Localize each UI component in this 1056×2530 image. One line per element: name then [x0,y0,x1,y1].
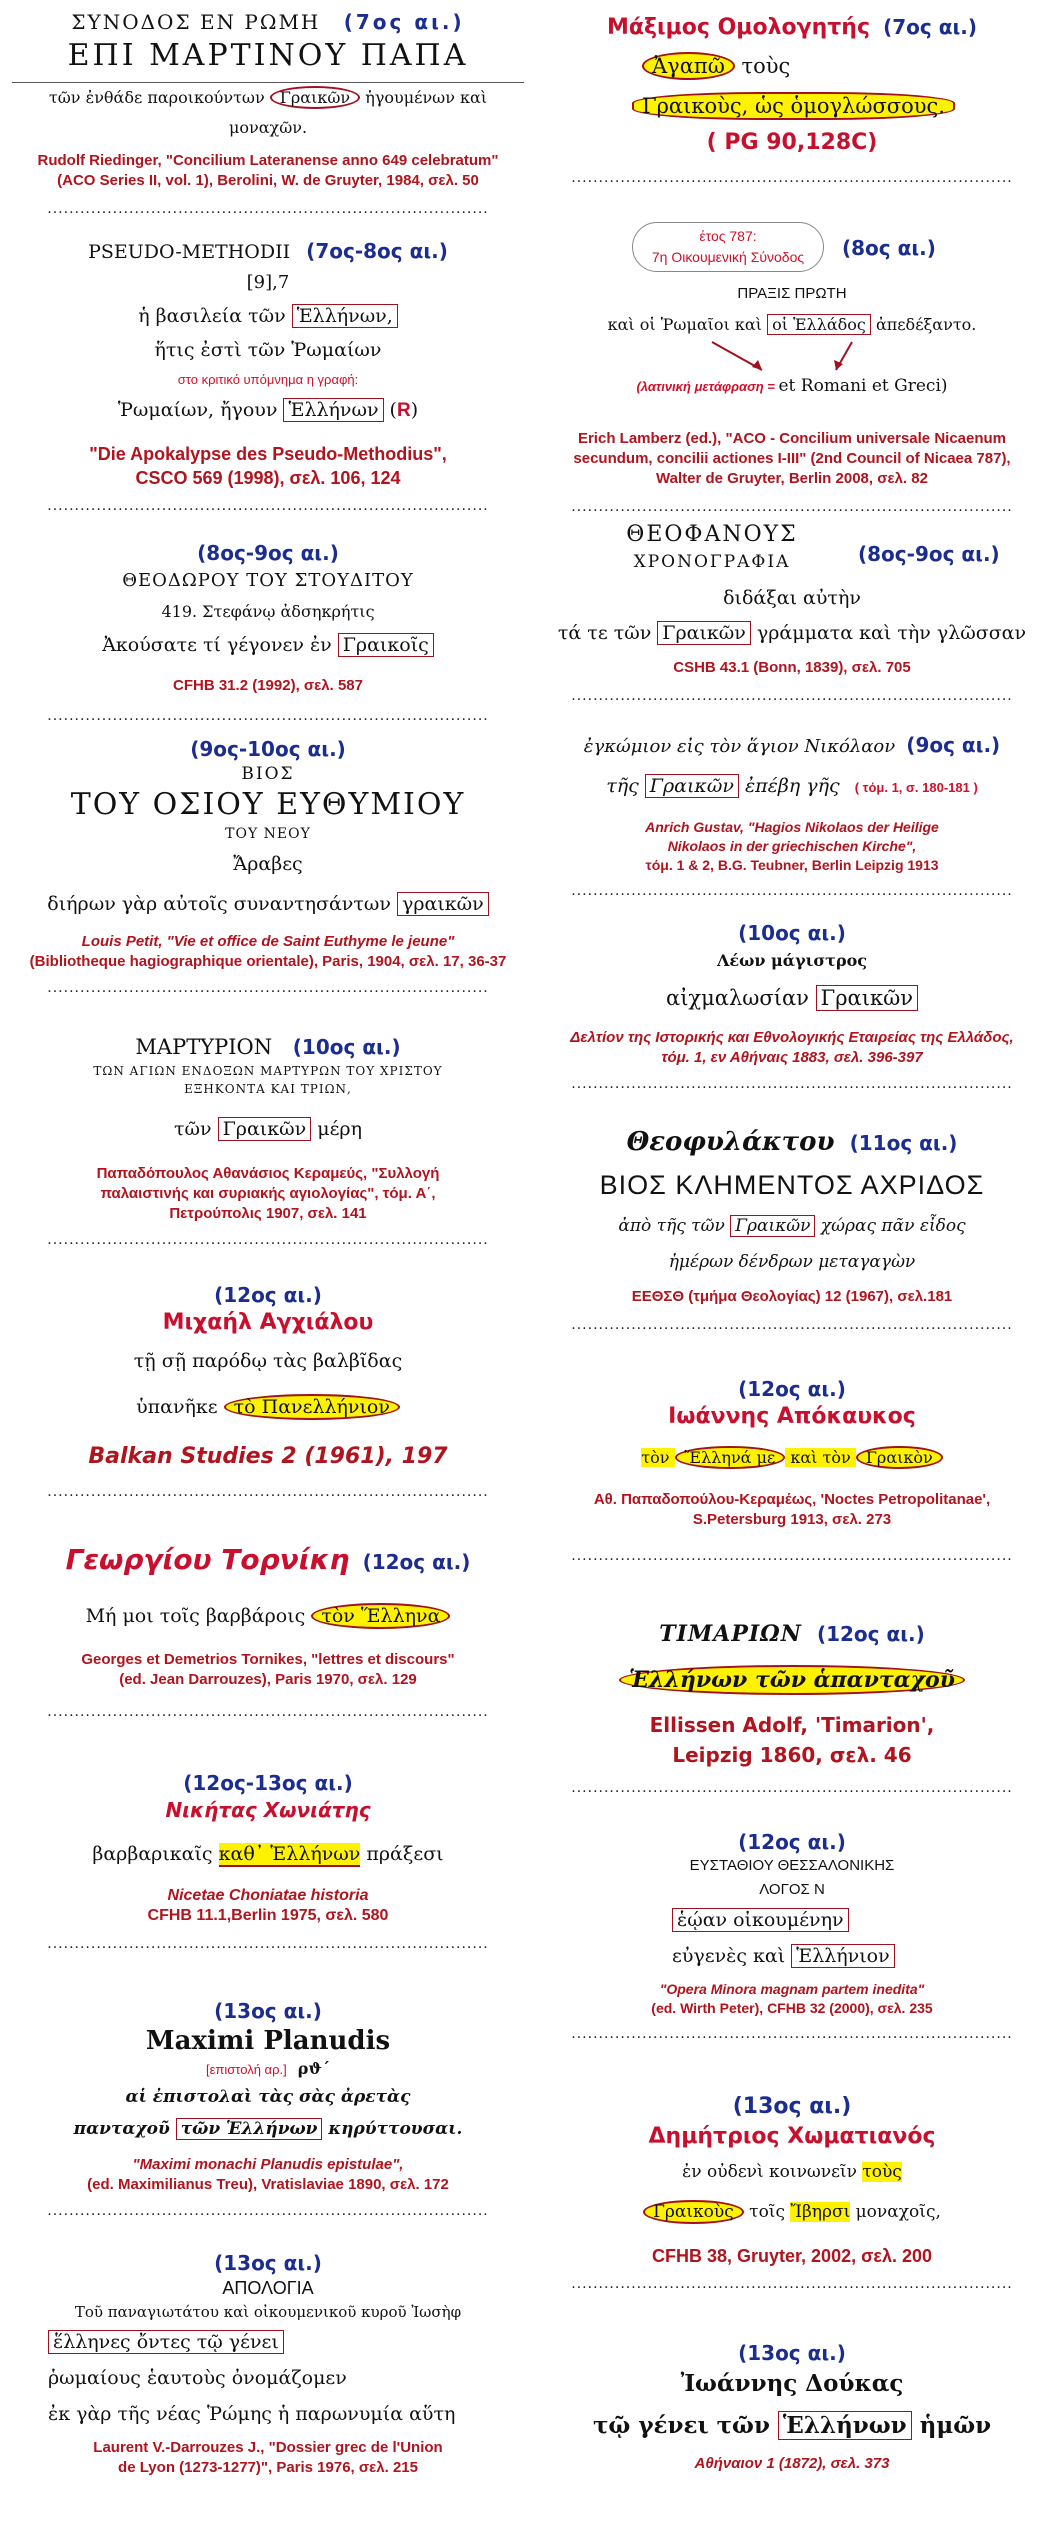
reference: Balkan Studies 2 (1961), 197 [88,1444,448,1469]
separator-dots: ................................................................................. [47,1484,489,1500]
marked-word: Γραικοῖς [338,633,434,657]
author-name: Νικήτας Χωνιάτης [165,1798,371,1822]
entry-synod-rome [8,8,528,217]
marked-word: Ἑλλήνων, [292,304,398,328]
entry-theophylact [532,1124,1052,1333]
entry-apokaukos [532,1376,1052,1564]
reference: Anrich Gustav, "Hagios Nikolaos der Heilige Nikolaos in der griechischen Kirche", τόμ. 1 & 2, B.G. Teubner, Berlin Leipzig 1913 [645,819,939,873]
entry-title: Λέων μάγιστρος [717,951,867,970]
reference: Αθήναιον 1 (1872), σελ. 373 [694,2455,890,2472]
entry-title: Maximi Planudis [145,2026,391,2056]
marked-word: οἱ Ἑλλάδος [767,314,871,335]
entry-nicholas [532,728,1052,899]
quote-line: ἐκ γὰρ τῆς νέας Ῥώμης ἡ παρωνυμία αὕτη [48,2403,456,2425]
reference: "Maximi monachi Planudis epistulae", (ed. Maximilianus Treu), Vratislaviae 1890, σελ. 172 [87,2156,449,2193]
marked-word: Γραικοὺς [643,2200,744,2224]
era-label: (9ος-10ος αι.) [190,737,346,761]
entry-planudes [8,1998,528,2219]
entry-apologia [8,2250,528,2478]
author-name: Γεωργίου Τορνίκη [65,1543,350,1576]
entry-title: ΒΙΟΣ ΚΛΗΜΕΝΤΟΣ ΑΧΡΙΔΟΣ [599,1170,985,1200]
era-label: (13ος αι.) [732,2094,852,2119]
marked-word: καθ᾽ Ἑλλήνων [218,1843,361,1865]
marked-word: γραικῶν [397,892,489,916]
author-name: Μιχαήλ Αγχιάλου [162,1310,374,1335]
quote-line [532,1654,1052,1706]
reference: Παπαδόπουλος Αθανάσιος Κεραμεύς, "Συλλογή παλαιστινής και συριακής αγιολογίας", τόμ. Α΄, Πετρούπολις 1907, σελ. 141 [96,1165,440,1222]
era-label: (13ος αι.) [738,2341,846,2365]
quote-line: ὑπανῆκε τὸ Πανελλήνιον [8,1384,528,1430]
marked-word: Ἑλλήνιον [791,1944,894,1968]
letter-number: 419. Στεφάνῳ ἀδσηκρήτις [161,602,375,621]
entry-martyrion [8,1032,528,1248]
entry-michael-anchialos [8,1282,528,1500]
era-label: (10ος αι.) [738,921,846,945]
entry-theophanes [532,520,1052,704]
era-label: (12ος αι.) [214,1283,322,1307]
marked-word: Γραικῶν [657,621,751,645]
quote-line: ῥωμαίους ἑαυτοὺς ὀνομάζομεν [48,2367,347,2389]
entry-title: ΤΙΜΑΡΙΩΝ [659,1621,802,1647]
separator-dots: ................................................................................. [571,883,1013,899]
latin-translation: (λατινική μετάφραση = et Romani et Greci) [636,376,948,396]
marked-word: Γραικῶν [730,1215,815,1237]
entry-doukas [532,2340,1052,2474]
author-name: Μάξιμος Ομολογητής [607,15,871,40]
era-label: (7ος αι.) [343,10,465,34]
reference: "Die Apokalypse des Pseudo-Methodius", CSCO 569 (1998), σελ. 106, 124 [89,444,447,488]
marked-word: Ἀγαπῶ [642,52,735,80]
quote-line [532,1902,1052,1938]
entry-title: Ἰωάννης Δούκας [680,2370,904,2397]
marked-word: Ἑλλήνων [283,398,383,422]
quote-line: βαρβαρικαῖς καθ᾽ Ἑλλήνων πράξεσι [92,1843,444,1865]
entry-theodore-studite [8,540,528,724]
siglum: R [396,400,411,421]
marked-word: Ἑλλήνων τῶν ἁπανταχοῦ [619,1665,965,1695]
era-label: (8ος-9ος αι.) [858,542,1000,566]
quote-line: Ῥωμαίων, ἤγουν Ἑλλήνων (R) [117,399,419,421]
quote-line: ἡμέρων δένδρων μεταγαγὼν [668,1252,916,1272]
separator-dots: ................................................................................. [47,498,489,514]
marked-word: Γραικῶν [270,86,360,109]
separator-dots: ................................................................................. [571,2276,1013,2292]
era-label: (7ος-8ος αι.) [306,239,448,263]
entry-subtitle: ΤΩΝ ΑΓΙΩΝ ΕΝΔΟΞΩΝ ΜΑΡΤΥΡΩΝ ΤΟΥ ΧΡΙΣΤΟΥ [93,1064,443,1078]
marked-word: Γραικοὺς, ὡς ὁμογλώσσους. [632,92,955,120]
quote-line: αἱ ἐπιστολαὶ τὰς σὰς ἀρετὰς [125,2087,411,2107]
entry-subtitle: Τοῦ παναγιωτάτου καὶ οἰκουμενικοῦ κυροῦ Ἰωσὴφ [74,2303,462,2321]
marked-word: ἑῴαν οἰκουμένην [672,1908,849,1932]
era-label: (9ος αι.) [906,733,1001,757]
verse-number: [9],7 [246,272,290,293]
reference: "Opera Minora magnam partem inedita" (ed. Wirth Peter), CFHB 32 (2000), σελ. 235 [651,1981,933,2016]
quote-line: τῷ γένει τῶν Ἑλλήνων ἡμῶν [592,2412,992,2439]
separator-dots: ................................................................................. [571,688,1013,704]
separator-dots: ................................................................................. [47,1704,489,1720]
quote-line: Μή μοι τοῖς βαρβάροις τὸν Ἕλληνα [8,1590,528,1642]
reference: Rudolf Riedinger, "Concilium Lateranense anno 649 celebratum" (ACO Series II, vol. 1), Berolini, W. de Gruyter, 1984, σελ. 50 [37,152,499,189]
entry-euthymius [8,736,528,996]
separator-dots: ................................................................................. [47,1936,489,1952]
council-box: έτος 787: 7η Οικουμενική Σύνοδος [632,222,824,272]
entry-seventh-council [532,218,1052,515]
apparatus-note: στο κριτικό υπόμνημα η γραφή: [177,372,359,387]
quote-line: Γραικοὺς τοῖς Ἴβηρσι μοναχοῖς, [532,2192,1052,2232]
entry-subtitle: ΧΡΟΝΟΓΡΑΦΙΑ [633,552,791,572]
author-name: Ιωάννης Απόκαυκος [668,1404,916,1429]
era-label: (12ος αι.) [738,1377,846,1401]
translation-arrows [532,340,1052,374]
entry-title: ἐγκώμιον εἰς τὸν ἅγιον Νικόλαον [583,736,896,757]
entry-title: PSEUDO-METHODII [88,241,291,263]
quote-line: ἀπὸ τῆς τῶν Γραικῶν χώρας πᾶν εἶδος [618,1216,966,1236]
quote-line: τῆς Γραικῶν ἐπέβη γῆς ( τόμ. 1, σ. 180-181 ) [606,775,978,797]
author-name: Δημήτριος Χωματιανός [648,2124,936,2149]
quote-line [8,2324,528,2360]
separator-dots: ................................................................................. [47,1232,489,1248]
quote-line: διήρων γὰρ αὐτοῖς συναντησάντων γραικῶν [8,884,528,924]
entry-chomatianos [532,2092,1052,2292]
quote-line: αἰχμαλωσίαν Γραικῶν [532,976,1052,1020]
marked-word: Ἕλληνά με [675,1446,786,1469]
reference: CSHB 43.1 (Bonn, 1839), σελ. 705 [673,659,911,676]
entry-title: ΕΥΣΤΑΘΙΟΥ ΘΕΣΣΑΛΟΝΙΚΗΣ [689,1857,895,1874]
entry-title: ΒΙΟΣ [241,764,295,784]
quote-line: τά τε τῶν Γραικῶν γράμματα καὶ τὴν γλῶσσαν [557,622,1027,644]
quote-line: Ἀκούσατε τί γέγονεν ἐν Γραικοῖς [8,628,528,662]
quote: τῶν ἐνθάδε παροικούντων Γραικῶν ἡγουμένων καὶ μοναχῶν. [48,88,488,137]
marked-word: τῶν Ἑλλήνων [176,2118,323,2140]
reference: ( PG 90,128C) [706,130,878,155]
quote-line: τὸν Ἕλληνά με καὶ τὸν Γραικὸν [532,1432,1052,1484]
separator-dots: ................................................................................. [571,499,1013,515]
marked-word: ἕλληνες ὄντες τῷ γένει [48,2330,284,2354]
reference: Αθ. Παπαδοπούλου-Κεραμέως, 'Noctes Petropolitanae', S.Petersburg 1913, σελ. 273 [593,1491,991,1528]
era-label: (13ος αι.) [214,2251,322,2275]
entry-leo-magistros [532,920,1052,1092]
separator-dots: ................................................................................. [571,1317,1013,1333]
reference: ΕΕΘΣΘ (τμήμα Θεολογίας) 12 (1967), σελ.181 [631,1288,953,1305]
reference: Georges et Demetrios Tornikes, "lettres et discours" (ed. Jean Darrouzes), Paris 1970, σελ. 129 [81,1651,455,1688]
reference: Δελτίον της Ιστορικής και Εθνολογικής Εταιρείας της Ελλάδος, τόμ. 1, εν Αθήναις 1883, σελ. 396-397 [570,1029,1014,1066]
entry-choniates [8,1770,528,1952]
quote-line: ἥτις ἐστὶ τῶν Ῥωμαίων [154,339,382,361]
marked-word: Γραικῶν [218,1117,312,1141]
entry-title: ΠΡΑΞΙΣ ΠΡΩΤΗ [737,285,847,302]
era-label: (8ος αι.) [842,236,936,260]
era-label: (7ος αι.) [883,15,977,39]
reference: Nicetae Choniatae historia CFHB 11.1,Berlin 1975, σελ. 580 [147,1887,389,1924]
separator-dots: ................................................................................. [571,1548,1013,1564]
entry-title: ΜΑΡΤΥΡΙΟΝ [135,1035,273,1059]
entry-eustathius [532,1830,1052,2042]
reference: Laurent V.-Darrouzes J., "Dossier grec de l'Union de Lyon (1273-1277)", Paris 1976, σελ. 215 [93,2439,443,2476]
entry-subtitle: ΕΠΙ ΜΑΡΤΙΝΟΥ ΠΑΠΑ [67,38,469,73]
entry-subtitle: ΕΞΗΚΟΝΤΑ ΚΑΙ ΤΡΙΩΝ, [184,1082,352,1096]
entry-tornikes [8,1540,528,1720]
quote-line: ἐν οὐδενὶ κοινωνεῖν τοὺς [682,2162,902,2182]
era-label: (11ος αι.) [849,1131,958,1155]
reference: CFHB 38, Gruyter, 2002, σελ. 200 [652,2246,932,2266]
reference: Erich Lamberz (ed.), "ACO - Concilium universale Nicaenum secundum, concilii actiones I-III" (2nd Council of Nicaea 787), Walter de Gruyter, Berlin 2008, σελ. 82 [573,430,1011,487]
marked-word: τὸν Ἕλληνα [311,1603,450,1629]
marked-word: Γραικὸν [856,1446,943,1469]
entry-maximus-confessor [532,10,1052,186]
entry-title: ΣΥΝΟΔΟΣ ΕΝ ΡΩΜΗ [71,10,321,34]
quote-line: καὶ οἱ Ῥωμαῖοι καὶ οἱ Ἑλλάδος ἀπεδέξαντο. [607,315,977,334]
volume-note: ( τόμ. 1, σ. 180-181 ) [854,780,978,795]
letter-number: ρϑ´ [297,2059,330,2078]
era-label: (12ος αι.) [738,1830,846,1854]
marked-word: Ἑλλήνων [778,2411,912,2440]
era-label: (12ος-13ος αι.) [183,1771,353,1795]
letter-note: [επιστολή αρ.] [205,2062,287,2077]
marked-word: Γραικῶν [816,985,918,1011]
era-label: (10ος αι.) [292,1035,401,1059]
marked-word: Γραικῶν [645,774,739,798]
entry-pseudo-methodii [8,236,528,514]
entry-title: ΘΕΟΔΩΡΟΥ ΤΟΥ ΣΤΟΥΔΙΤΟΥ [122,570,414,591]
entry-timarion [532,1616,1052,1796]
separator-dots: ................................................................................. [47,980,489,996]
separator-dots: ................................................................................. [47,708,489,724]
quote-line: Ἀγαπῶ τοὺς [532,46,1052,86]
entry-subtitle: ΛΟΓΟΣ Ν [759,1881,825,1898]
separator-dots: ................................................................................. [47,201,489,217]
quote-line: ἡ βασιλεία τῶν Ἑλλήνων, [8,299,528,333]
separator-dots: ................................................................................. [571,2026,1013,2042]
author-name: Θεοφυλάκτου [626,1127,835,1157]
entry-title: ΘΕΟΦΑΝΟΥΣ [626,522,798,547]
quote-line: Ἄραβες [233,853,303,875]
reference: CFHB 31.2 (1992), σελ. 587 [173,677,363,694]
era-label: (12ος αι.) [362,1550,471,1574]
quote-line: διδάξαι αὐτὴν [723,587,861,609]
separator-dots: ................................................................................. [571,1076,1013,1092]
entry-subtitle: ΤΟΥ ΟΣΙΟΥ ΕΥΘΥΜΙΟΥ [70,787,466,822]
separator-dots: ................................................................................. [571,1780,1013,1796]
quote-line [532,86,1052,126]
era-label: (13ος αι.) [214,1999,322,2023]
entry-subtitle: ΤΟΥ ΝΕΟΥ [225,826,311,842]
quote-line: τῇ σῇ παρόδῳ τὰς βαλβῖδας [133,1350,403,1372]
era-label: (8ος-9ος αι.) [197,541,339,565]
separator-dots: ................................................................................. [47,2203,489,2219]
marked-word: τοὺς [862,2162,902,2182]
marked-word: τὸ Πανελλήνιον [224,1394,400,1420]
quote-line: πανταχοῦ τῶν Ἑλλήνων κηρύττουσαι. [73,2119,463,2139]
reference: Louis Petit, "Vie et office de Saint Euthyme le jeune" (Bibliotheque hagiographique orientale), Paris, 1904, σελ. 17, 36-37 [29,933,507,970]
era-label: (12ος αι.) [816,1622,925,1646]
reference: Ellissen Adolf, 'Timarion', Leipzig 1860, σελ. 46 [649,1713,935,1767]
quote-line: τῶν Γραικῶν μέρη [174,1118,362,1140]
quote-line: εὐγενὲς καὶ Ἑλλήνιον [532,1938,1052,1974]
separator-dots: ................................................................................. [571,170,1013,186]
entry-title: ΑΠΟΛΟΓΙΑ [222,2278,314,2298]
